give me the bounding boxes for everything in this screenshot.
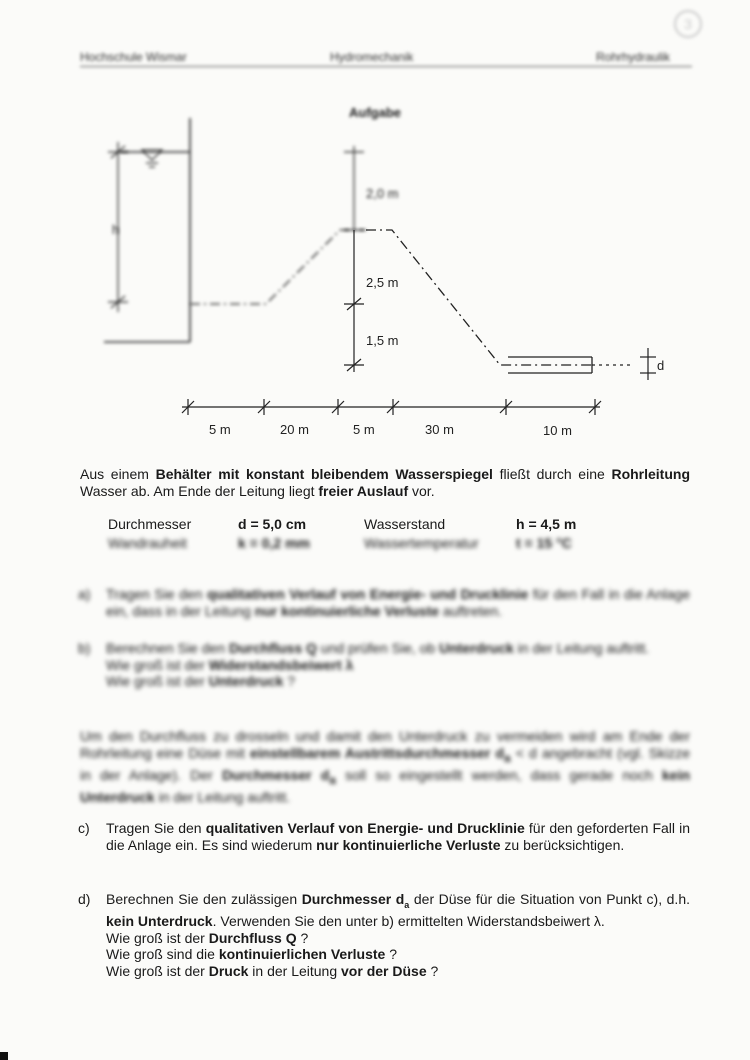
param-label: Wassertemperatur [364, 535, 479, 551]
scan-corner-mark [0, 1052, 8, 1060]
header-institution: Hochschule Wismar [80, 50, 187, 64]
label-length-2: 20 m [280, 422, 309, 437]
label-height-2: 2,5 m [366, 275, 399, 290]
label-length-5: 10 m [543, 423, 572, 438]
task-a: a) Tragen Sie den qualitativen Verlauf von Energie- und Drucklinie für den Fall in die Anlage ein, dass in der Leitung nur kontinuierliche Verluste auftreten. [78, 586, 690, 619]
length-dimension [182, 399, 601, 415]
label-length-3: 5 m [353, 422, 375, 437]
pipeline-diagram [0, 0, 750, 450]
param-value: k = 0,2 mm [238, 535, 310, 551]
param-value: t = 15 °C [516, 535, 572, 551]
label-height-3: 1,5 m [366, 333, 399, 348]
param-value: d = 5,0 cm [238, 516, 307, 532]
label-length-1: 5 m [209, 422, 231, 437]
label-h: h [112, 222, 120, 237]
task-b: b) Berechnen Sie den Durchfluss Q und prüfen Sie, ob Unterdruck in der Leitung auftritt. Wie groß ist der Widerstandsbeiwert λ Wie groß ist der Unterdruck ? [78, 640, 650, 689]
intro-paragraph: Aus einem Behälter mit konstant bleibendem Wasserspiegel fließt durch eine Rohrleitung Wasser ab. Am Ende der Leitung liegt freier Auslauf vor. [80, 466, 690, 499]
label-height-1: 2,0 m [366, 186, 399, 201]
page-title: Aufgabe [349, 105, 401, 120]
param-label: Durchmesser [108, 516, 192, 532]
header-subject: Hydromechanik [330, 50, 414, 64]
task-c: c) Tragen Sie den qualitativen Verlauf von Energie- und Drucklinie für den geforderten Fall in die Anlage ein. Es sind wiederum nur kontinuierliche Verluste zu berücksichtigen. [78, 820, 690, 853]
height-dimension [344, 146, 364, 372]
label-d: d [657, 358, 665, 373]
nozzle-paragraph: Um den Durchfluss zu drosseln und damit den Unterdruck zu vermeiden wird am Ende der Rohrleitung eine Düse mit einstellbarem Austrittsdurchmesser $d_a < d$ angebracht (vgl. Skizze in der Anlage). Der Durchmesser $d_a$ soll so eingestellt werden, dass gerade noch kein Unterdruck in der Leitung auftritt. [80, 728, 691, 805]
param-label: Wasserstand [364, 516, 446, 532]
param-value: h = 4,5 m [516, 516, 577, 532]
label-length-4: 30 m [425, 422, 454, 437]
param-label: Wandrauheit [108, 535, 187, 551]
d-dimension [640, 348, 656, 380]
task-d: d) Berechnen Sie den zulässigen Durchmesser $d_a$ der Düse für die Situation von Punkt c), d.h. kein Unterdruck. Verwenden Sie den unter b) ermittelten Widerstandsbeiwert λ. Wie groß ist der Durchfluss Q ? Wie groß sind die kontinuierlichen Verluste ? Wie groß ist der Druck in der Leitung vor der Düse ? [78, 891, 691, 979]
page-number-mark: 3 [674, 10, 702, 38]
header-topic: Rohrhydraulik [596, 50, 671, 64]
